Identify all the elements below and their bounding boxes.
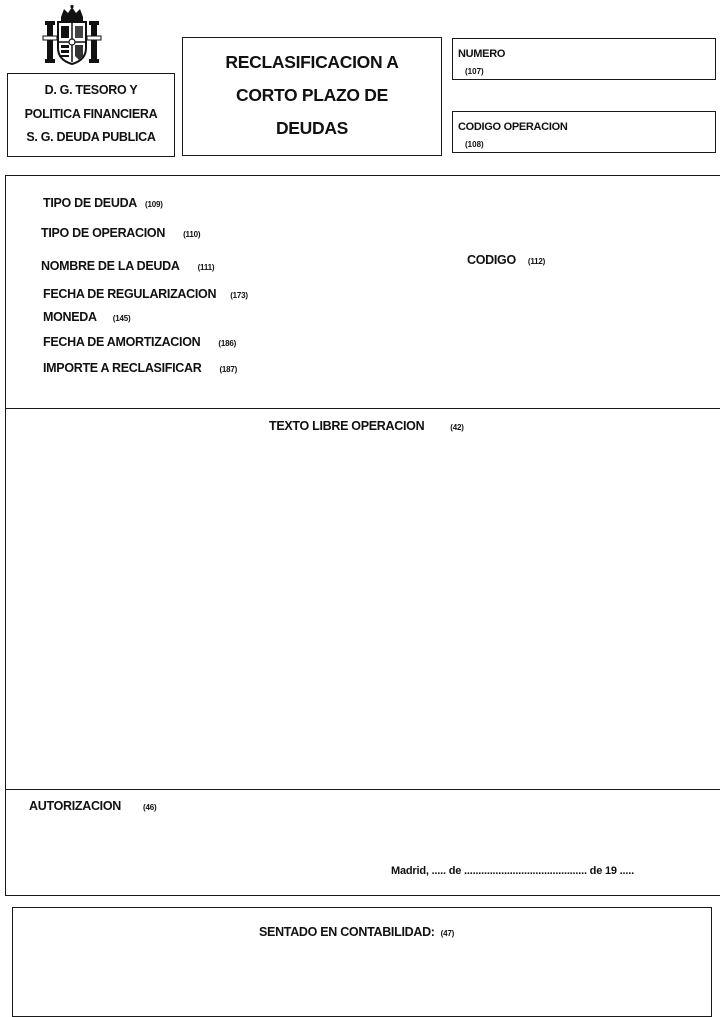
title-line-1: RECLASIFICACION A [225, 52, 399, 72]
field-code: (47) [440, 929, 455, 938]
field-code: (42) [450, 423, 464, 432]
numero-label: NUMERO [458, 48, 506, 60]
field-codigo[interactable] [467, 253, 545, 267]
field-code: (187) [219, 365, 238, 374]
field-label: FECHA DE AMORTIZACION [43, 335, 201, 349]
sentado-heading [259, 925, 454, 939]
divider [6, 789, 720, 790]
divider [6, 408, 720, 409]
field-code: (145) [112, 314, 131, 323]
field-label: CODIGO [467, 253, 516, 267]
field-label: TIPO DE DEUDA [43, 196, 138, 210]
texto-libre-area[interactable] [8, 441, 716, 786]
department-line-3: S. G. DEUDA PUBLICA [26, 130, 156, 144]
numero-field[interactable] [452, 38, 716, 80]
codigo-operacion-code: (108) [465, 140, 484, 149]
department-box [7, 73, 175, 157]
title-line-3: DEUDAS [275, 118, 349, 138]
department-line-1: D. G. TESORO Y [44, 83, 138, 97]
field-code: (186) [218, 339, 237, 348]
field-label: AUTORIZACION [29, 799, 121, 813]
texto-libre-heading [269, 419, 464, 433]
codigo-operacion-label: CODIGO OPERACION [458, 121, 568, 133]
field-label: TIPO DE OPERACION [41, 226, 166, 240]
fecha-firma-line: Madrid, ..... de ........................................... de 19 ..... [391, 865, 634, 877]
field-code: (46) [143, 803, 157, 812]
field-label: IMPORTE A RECLASIFICAR [43, 361, 202, 375]
field-code: (173) [230, 291, 248, 300]
field-fecha-regularizacion[interactable] [43, 287, 248, 301]
field-importe-reclasificar[interactable] [43, 361, 237, 375]
field-fecha-amortizacion[interactable] [43, 335, 236, 349]
field-nombre-deuda[interactable] [41, 259, 214, 273]
title-box [182, 37, 442, 156]
title-line-2: CORTO PLAZO DE [235, 85, 388, 105]
field-code: (109) [145, 200, 163, 209]
numero-code: (107) [465, 67, 484, 76]
sentado-box [12, 907, 712, 1017]
field-code: (111) [197, 263, 215, 272]
codigo-operacion-field[interactable] [452, 111, 716, 153]
field-label: FECHA DE REGULARIZACION [43, 287, 217, 301]
field-code: (112) [527, 257, 546, 266]
department-line-2: POLITICA FINANCIERA [24, 107, 158, 121]
field-label: NOMBRE DE LA DEUDA [41, 259, 180, 273]
form-panel [5, 175, 720, 896]
field-label: SENTADO EN CONTABILIDAD: [259, 925, 435, 939]
field-label: MONEDA [43, 310, 97, 324]
field-tipo-operacion[interactable] [41, 226, 200, 240]
coat-of-arms-icon [42, 4, 102, 66]
autorizacion-heading [29, 799, 156, 813]
field-moneda[interactable] [43, 310, 130, 324]
field-tipo-deuda[interactable] [43, 196, 163, 210]
field-label: TEXTO LIBRE OPERACION [269, 419, 425, 433]
field-code: (110) [183, 230, 201, 239]
